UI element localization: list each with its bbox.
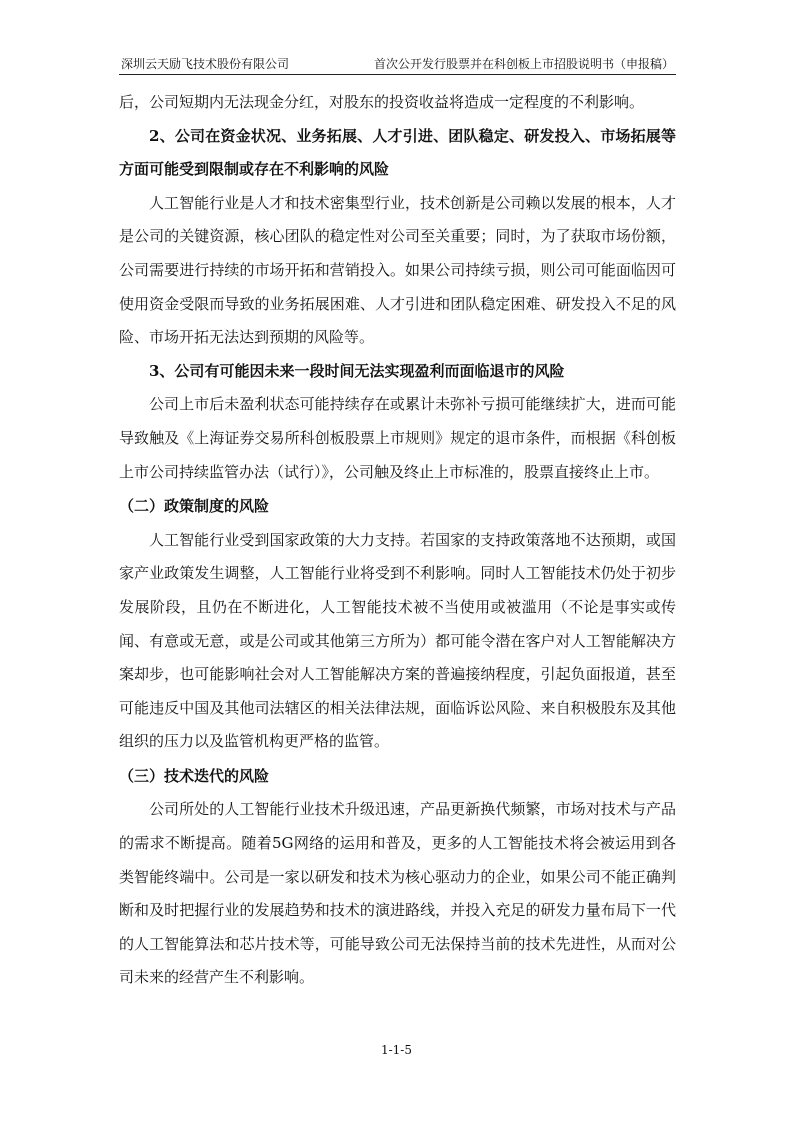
paragraph-continuation: 后，公司短期内无法现金分红，对股东的投资收益将造成一定程度的不利影响。 <box>119 93 645 111</box>
paragraph-delisting-risk: 公司上市后未盈利状态可能持续存在或累计未弥补亏损可能继续扩大，进而可能导致触及《上海证券交易所科创板股票上市规则》规定的退市条件，而根据《科创板上市公司持续监管办法（试行）》，公司触及终止上市标准的，股票直接终止上市。 <box>119 395 676 481</box>
section-heading-policy: （二）政策制度的风险 <box>119 497 270 516</box>
page-number: 1-1-5 <box>380 1043 412 1057</box>
risk-heading-3: 3、公司有可能因未来一段时间无法实现盈利而面临退市的风险 <box>149 361 565 380</box>
header-company-name: 深圳云天励飞技术股份有限公司 <box>121 57 290 71</box>
page-header <box>119 52 676 75</box>
paragraph-technology-risk: 公司所处的人工智能行业技术升级迅速，产品更新换代频繁，市场对技术与产品的需求不断提高。随着5G网络的运用和普及，更多的人工智能技术将会被运用到各类智能终端中。公司是一家以研发和技术为核心驱动力的企业，如果公司不能正确判断和及时把握行业的发展趋势和技术的演进路线，并投入充足的研发力量布局下一代的人工智能算法和芯片技术等，可能导致公司无法保持当前的技术先进性，从而对公司未来的经营产生不利影响。 <box>119 800 676 987</box>
document-body <box>119 86 676 995</box>
paragraph-policy-risk: 人工智能行业受到国家政策的大力支持。若国家的支持政策落地不达预期，或国家产业政策发生调整，人工智能行业将受到不利影响。同时人工智能技术仍处于初步发展阶段，且仍在不断进化，人工智能技术被不当使用或被滥用（不论是事实或传闻、有意或无意，或是公司或其他第三方所为）都可能令潜在客户对人工智能解决方案却步，也可能影响社会对人工智能解决方案的普遍接纳程度，引起负面报道，甚至可能违反中国及其他司法辖区的相关法律法规，面临诉讼风险、来自积极股东及其他组织的压力以及监管机构更严格的监管。 <box>119 530 676 751</box>
risk-heading-2: 2、公司在资金状况、业务拓展、人才引进、团队稳定、研发投入、市场拓展等方面可能受到限制或存在不利影响的风险 <box>119 126 676 179</box>
section-heading-technology: （三）技术迭代的风险 <box>119 766 270 785</box>
header-document-title: 首次公开发行股票并在科创板上市招股说明书（申报稿） <box>373 57 674 71</box>
paragraph-resource-risk: 人工智能行业是人才和技术密集型行业，技术创新是公司赖以发展的根本，人才是公司的关键资源，核心团队的稳定性对公司至关重要；同时，为了获取市场份额，公司需要进行持续的市场开拓和营销投入。如果公司持续亏损，则公司可能面临因可使用资金受限而导致的业务拓展困难、人才引进和团队稳定困难、研发投入不足的风险、市场开拓无法达到预期的风险等。 <box>119 193 676 347</box>
